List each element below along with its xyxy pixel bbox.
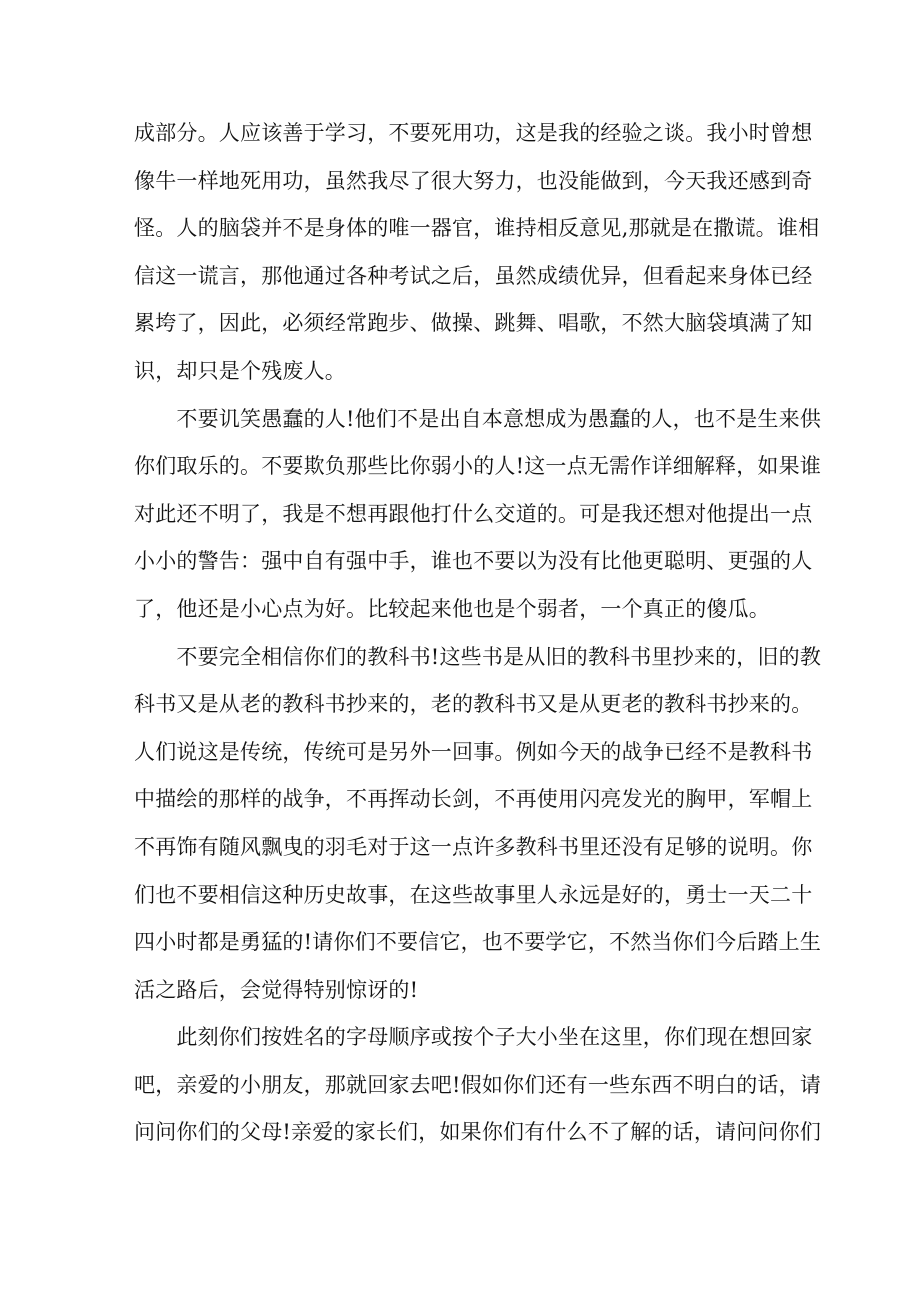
text-line: 不要讥笑愚蠢的人!他们不是出自本意想成为愚蠢的人，也不是生来供	[134, 406, 822, 431]
text-line: 了，他还是小心点为好。比较起来他也是个弱者，一个真正的傻瓜。	[134, 596, 770, 621]
text-line: 怪。人的脑袋并不是身体的唯一器官，谁持相反意见,那就是在撒谎。谁相	[134, 216, 820, 241]
text-line: 科书又是从老的教科书抄来的，老的教科书又是从更老的教科书抄来的。	[134, 692, 813, 717]
text-line: 不要完全相信你们的教科书!这些书是从旧的教科书里抄来的，旧的教	[134, 644, 822, 669]
text-line: 此刻你们按姓名的字母顺序或按个子大小坐在这里，你们现在想回家	[134, 1025, 813, 1050]
paragraph-1	[134, 110, 820, 396]
paragraph-3	[134, 634, 822, 1015]
text-line: 吧，亲爱的小朋友，那就回家去吧!假如你们还有一些东西不明白的话，请	[134, 1072, 822, 1097]
text-line: 不再饰有随风飘曳的羽毛对于这一点许多教科书里还没有足够的说明。你	[134, 834, 813, 859]
text-line: 成部分。人应该善于学习，不要死用功，这是我的经验之谈。我小时曾想	[134, 121, 813, 145]
text-line: 小小的警告：强中自有强中手，谁也不要以为没有比他更聪明、更强的人	[134, 549, 813, 574]
text-line: 累垮了，因此，必须经常跑步、做操、跳舞、唱歌，不然大脑袋填满了知	[134, 311, 813, 336]
text-line: 像牛一样地死用功，虽然我尽了很大努力，也没能做到，今天我还感到奇	[134, 168, 813, 193]
text-line: 对此还不明了，我是不想再跟他打什么交道的。可是我还想对他提出一点	[134, 501, 813, 526]
text-line: 识，却只是个残废人。	[134, 358, 346, 383]
paragraph-4	[134, 1014, 822, 1157]
text-line: 四小时都是勇猛的!请你们不要信它，也不要学它，不然当你们今后踏上生	[134, 930, 822, 955]
text-line: 们也不要相信这种历史故事，在这些故事里人永远是好的，勇士一天二十	[134, 882, 813, 907]
text-line: 人们说这是传统，传统可是另外一回事。例如今天的战争已经不是教科书	[134, 739, 813, 764]
text-line: 信这一谎言，那他通过各种考试之后，虽然成绩优异，但看起来身体已经	[134, 263, 813, 288]
text-line: 中描绘的那样的战争，不再挥动长剑，不再使用闪亮发光的胸甲，军帽上	[134, 787, 813, 812]
text-line: 你们取乐的。不要欺负那些比你弱小的人!这一点无需作详细解释，如果谁	[134, 454, 822, 479]
paragraph-2	[134, 396, 822, 634]
text-line: 活之路后，会觉得特别惊讶的!	[134, 977, 419, 1002]
document-body	[134, 110, 822, 1157]
text-line: 问问你们的父母!亲爱的家长们，如果你们有什么不了解的话，请问问你们	[134, 1120, 822, 1145]
